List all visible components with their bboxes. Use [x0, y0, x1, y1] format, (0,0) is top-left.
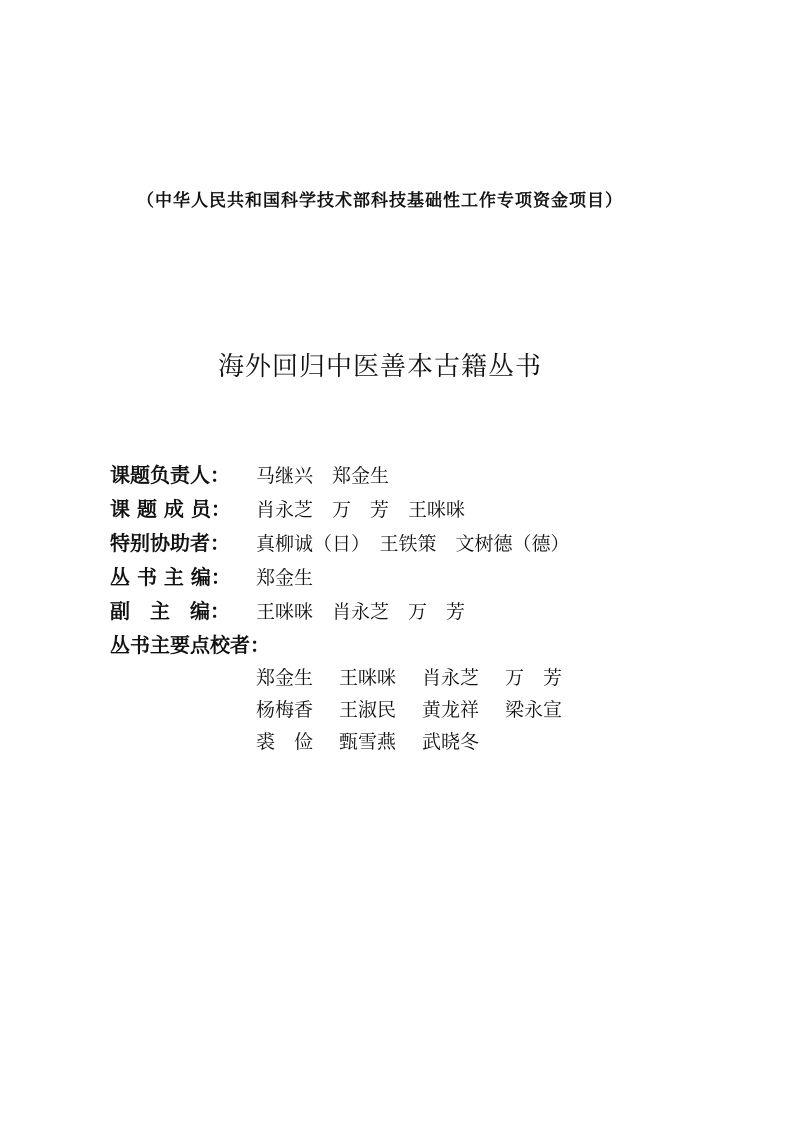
proofreader-name: 杨梅香 — [256, 699, 314, 721]
credit-row-project-members — [110, 492, 710, 526]
credit-row-proofreaders-heading — [110, 628, 710, 662]
credit-value: 真柳诚（日） 王铁策 文树德（德） — [256, 533, 570, 555]
credits-block — [110, 458, 710, 758]
credit-value: 郑金生 — [256, 567, 314, 589]
credit-label: 丛书主要点校者： — [110, 633, 270, 657]
proofreader-name: 甄雪燕 — [339, 731, 397, 753]
proofreader-names — [110, 662, 710, 758]
credit-label: 课题负责人： — [110, 463, 230, 487]
proofreader-line — [256, 662, 710, 694]
proofreader-line — [256, 726, 710, 758]
proofreader-name: 黄龙祥 — [422, 699, 480, 721]
credit-label: 丛 书 主 编： — [110, 565, 231, 589]
credit-row-special-assistants — [110, 526, 710, 560]
proofreader-name: 梁永宣 — [505, 699, 563, 721]
proofreader-name: 万 芳 — [505, 667, 563, 689]
credit-value: 肖永芝 万 芳 王咪咪 — [256, 499, 466, 521]
book-title: 海外回归中医善本古籍丛书 — [217, 352, 542, 382]
credit-value: 王咪咪 肖永芝 万 芳 — [256, 601, 466, 623]
proofreader-name: 肖永芝 — [422, 667, 480, 689]
proofreader-name: 裘 俭 — [256, 731, 314, 753]
credit-row-project-leader — [110, 458, 710, 492]
proofreader-name: 王咪咪 — [339, 667, 397, 689]
project-note: （中华人民共和国科学技术部科技基础性工作专项资金项目） — [137, 191, 623, 211]
proofreader-name: 郑金生 — [256, 667, 314, 689]
credit-row-series-editor — [110, 560, 710, 594]
proofreader-name: 武晓冬 — [422, 731, 480, 753]
proofreader-line — [256, 694, 710, 726]
credit-row-associate-editors — [110, 594, 710, 628]
credit-value: 马继兴 郑金生 — [256, 465, 390, 487]
credit-label: 特别协助者： — [110, 531, 230, 555]
credit-label: 课 题 成 员： — [110, 497, 231, 521]
credit-label: 副 主 编： — [110, 599, 230, 623]
proofreader-name: 王淑民 — [339, 699, 397, 721]
